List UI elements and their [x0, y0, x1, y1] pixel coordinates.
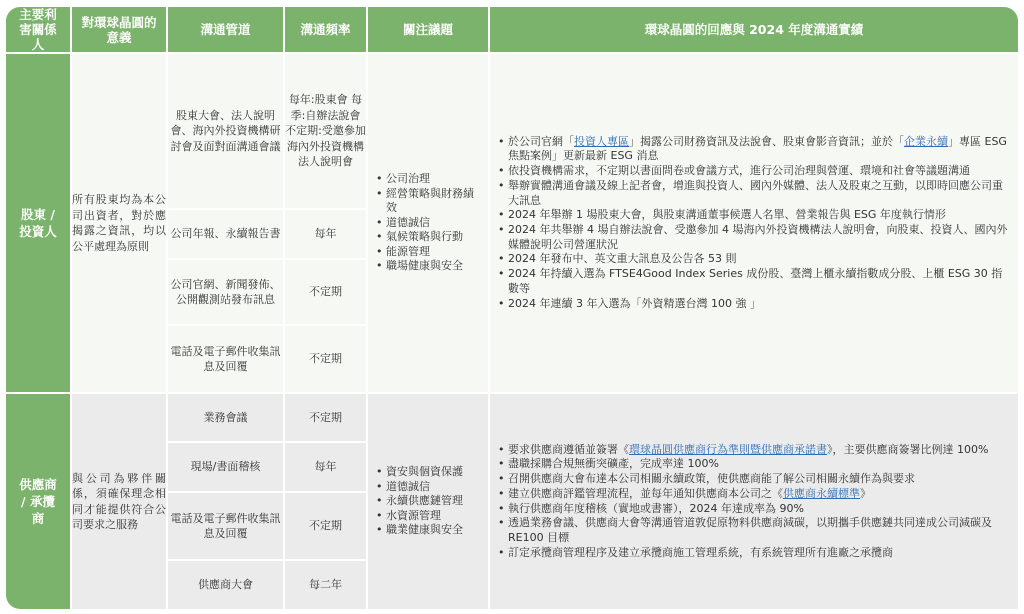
response-text: 要求供應商遵循並簽署《: [508, 442, 629, 456]
response-item: [498, 443, 1010, 458]
significance-shareholders: 所有股東均為本公司出資者，對於應揭露之資訊，均以公平處理為原則: [72, 54, 166, 392]
frequency-cell: 不定期: [285, 326, 366, 392]
topic-item: • 公司治理: [376, 172, 480, 187]
response-item: [498, 135, 1010, 164]
investor-relations-link[interactable]: 投資人專區: [574, 134, 629, 148]
stakeholder-shareholders-text: 股東 / 投資人: [19, 207, 57, 239]
response-item: • 召開供應商大會布達本公司相關永續政策，使供應商能了解公司相關永續作為與要求: [498, 472, 1010, 487]
topics-suppliers: [368, 394, 488, 609]
response-suppliers: [490, 394, 1018, 609]
header-stakeholder-text: 主要利害關係人: [19, 7, 57, 52]
significance-suppliers: 與公司為夥伴關係，須確保理念相同才能提供符合公司要求之服務: [72, 394, 166, 609]
frequency-cell: 不定期: [285, 493, 366, 559]
stakeholder-communication-table: [4, 5, 1020, 611]
topic-item: • 氣候策略與行動: [376, 230, 480, 245]
topic-item: • 能源管理: [376, 245, 480, 260]
response-item: • 2024 年持續入選為 FTSE4Good Index Series 成份股、臺灣上櫃永續指數成分股、上櫃 ESG 30 指數等: [498, 267, 1010, 296]
frequency-cell: 每年:股東會 每季:自辦法說會 不定期:受邀參加海內外投資機構法人說明會: [285, 54, 366, 208]
channel-cell: 公司官網、新聞發佈、公開觀測站發布訊息: [168, 260, 283, 324]
response-item: • 依投資機構需求，不定期以書面問卷或會議方式，進行公司治理與營運、環境和社會等議題溝通: [498, 164, 1010, 179]
response-item: • 舉辦實體溝通會議及線上記者會，增進與投資人、國內外媒體、法人及股東之互動，以即時回應公司重大訊息: [498, 179, 1010, 208]
channel-cell: 電話及電子郵件收集訊息及回覆: [168, 493, 283, 559]
topic-item: • 水資源管理: [376, 509, 480, 524]
response-shareholders: [490, 54, 1018, 392]
response-item: • 透過業務會議、供應商大會等溝通管道敦促原物料供應商減碳，以期攜手供應鏈共同達成公司減碳及 RE100 目標: [498, 516, 1010, 545]
topics-list: [368, 465, 488, 538]
response-item: • 2024 年舉辦 1 場股東大會，與股東溝通董事候選人名單、營業報告與 ESG 年度執行情形: [498, 208, 1010, 223]
header-stakeholder: [6, 7, 70, 52]
topic-item: • 職場健康與安全: [376, 259, 480, 274]
frequency-cell: 每二年: [285, 561, 366, 609]
response-text: 》，主要供應商簽署比例達 100%: [827, 442, 989, 456]
response-text: 」專區 ESG 焦點案例」更新最新 ESG 消息: [508, 134, 1007, 163]
stakeholder-suppliers-text: 供應商 / 承攬商: [19, 477, 57, 526]
response-list: [490, 135, 1018, 311]
frequency-cell: 每年: [285, 443, 366, 491]
header-topics: 關注議題: [368, 7, 488, 52]
response-text: 》: [860, 486, 871, 500]
frequency-cell: 每年: [285, 210, 366, 258]
topics-list: [368, 172, 488, 274]
topic-item: • 經營策略與財務績效: [376, 187, 480, 216]
channel-cell: 供應商大會: [168, 561, 283, 609]
response-text: 」揭露公司財務資訊及法說會、股東會影音資訊；並於「: [629, 134, 904, 148]
topic-item: • 道德誠信: [376, 216, 480, 231]
response-item: • 盡職採購合規無衝突礦產，完成率達 100%: [498, 457, 1010, 472]
header-row: [6, 7, 1018, 52]
channel-cell: 股東大會、法人說明會、海內外投資機構研討會及面對面溝通會議: [168, 54, 283, 208]
channel-cell: 業務會議: [168, 394, 283, 441]
response-text: 於公司官網「: [508, 134, 574, 148]
topic-item: • 道德誠信: [376, 480, 480, 495]
supplier-sustainability-standard-link[interactable]: 供應商永續標準: [783, 486, 860, 500]
response-item: • 2024 年連續 3 年入選為「外資精選台灣 100 強 」: [498, 297, 1010, 312]
topic-item: • 資安與個資保護: [376, 465, 480, 480]
header-significance: [72, 7, 166, 52]
topic-item: • 永續供應鏈管理: [376, 494, 480, 509]
channel-cell: 電話及電子郵件收集訊息及回覆: [168, 326, 283, 392]
header-frequency: 溝通頻率: [285, 7, 366, 52]
shareholder-row-1: [6, 54, 1018, 208]
frequency-cell: 不定期: [285, 260, 366, 324]
response-item: • 2024 年發布中、英文重大訊息及公告各 53 則: [498, 252, 1010, 267]
stakeholder-shareholders: [6, 54, 70, 392]
channel-cell: 公司年報、永續報告書: [168, 210, 283, 258]
response-list: [490, 443, 1018, 561]
supplier-row-1: [6, 394, 1018, 441]
header-channel: 溝通管道: [168, 7, 283, 52]
stakeholder-suppliers: [6, 394, 70, 609]
channel-cell: 現場/書面稽核: [168, 443, 283, 491]
topics-shareholders: [368, 54, 488, 392]
sustainability-link[interactable]: 企業永續: [904, 134, 948, 148]
supplier-code-of-conduct-link[interactable]: 環球晶圓供應商行為準則暨供應商承諾書: [629, 442, 827, 456]
response-item: • 訂定承攬商管理程序及建立承攬商施工管理系統，有系統管理所有進廠之承攬商: [498, 546, 1010, 561]
response-text: 建立供應商評鑑管理流程，並每年通知供應商本公司之《: [508, 486, 783, 500]
header-response: 環球晶圓的回應與 2024 年度溝通實績: [490, 7, 1018, 52]
topic-item: • 職業健康與安全: [376, 523, 480, 538]
frequency-cell: 不定期: [285, 394, 366, 441]
header-significance-text: 對環球晶圓的意義: [81, 14, 157, 45]
response-item: [498, 487, 1010, 502]
response-item: • 執行供應商年度稽核（實地或書審），2024 年達成率為 90%: [498, 502, 1010, 517]
response-item: • 2024 年共舉辦 4 場自辦法說會、受邀參加 4 場海內外投資機構法人說明會，向股東、投資人、國內外媒體說明公司營運狀況: [498, 223, 1010, 252]
